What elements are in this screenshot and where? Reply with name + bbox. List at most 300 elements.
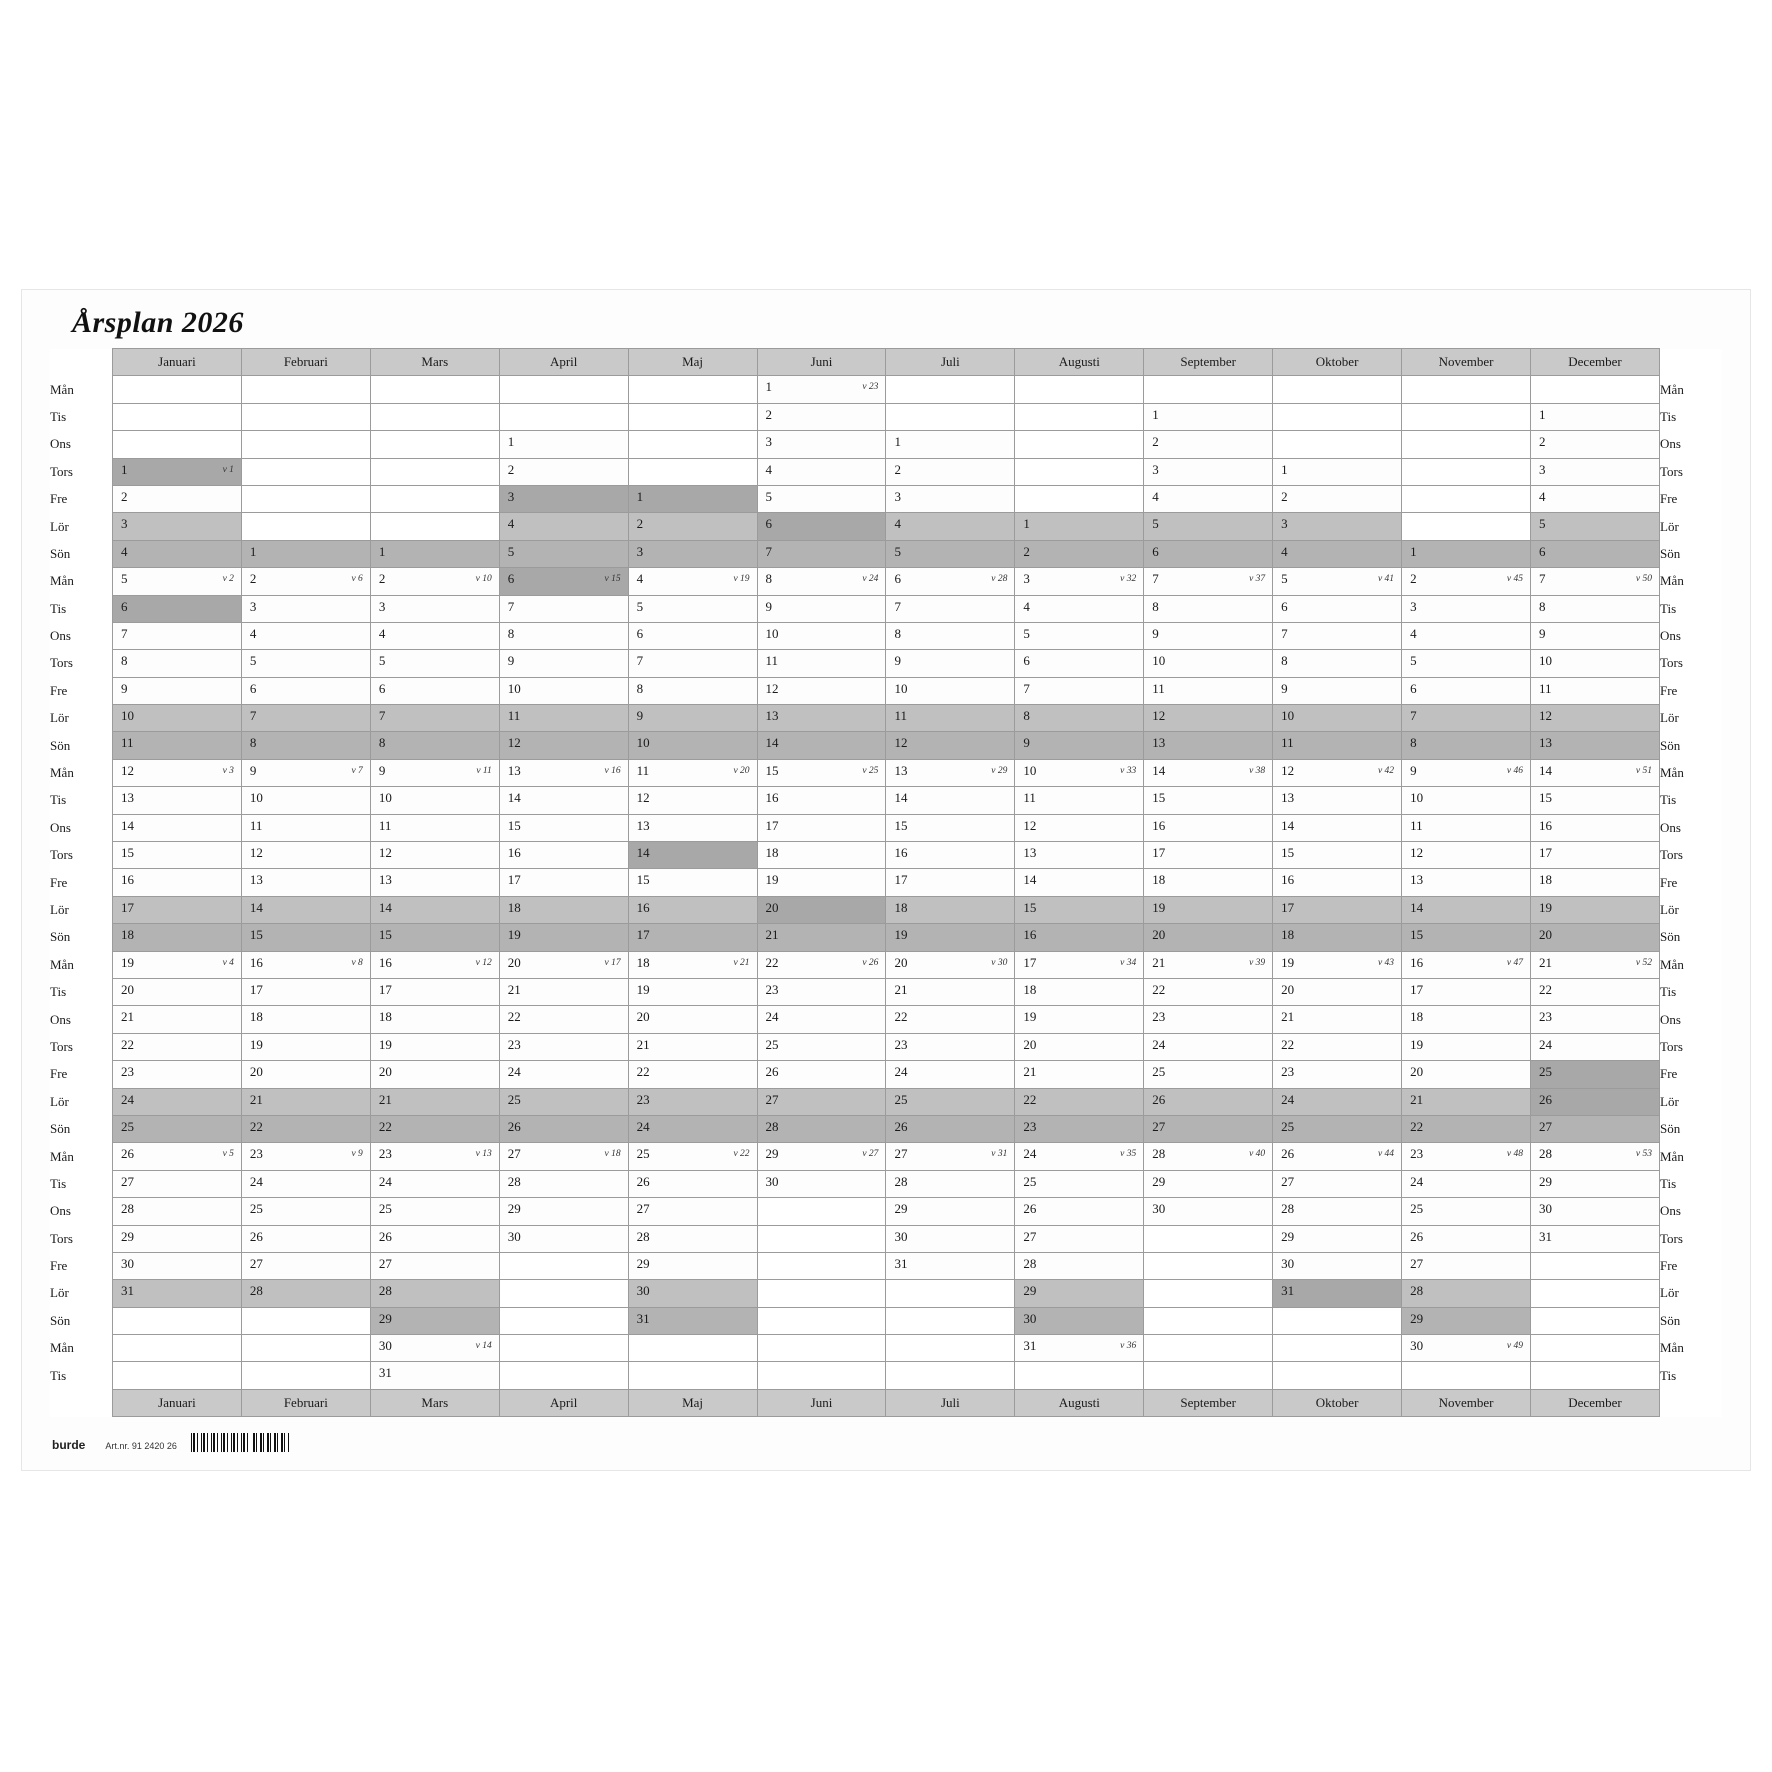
day-cell[interactable]: [1402, 540, 1531, 567]
day-cell-empty[interactable]: [1144, 1362, 1273, 1389]
day-cell[interactable]: [113, 1280, 242, 1307]
day-cell[interactable]: [628, 951, 757, 978]
day-cell[interactable]: [499, 650, 628, 677]
day-cell[interactable]: [757, 1170, 886, 1197]
day-cell[interactable]: [1530, 1143, 1659, 1170]
day-cell[interactable]: [1402, 677, 1531, 704]
day-cell[interactable]: [628, 595, 757, 622]
day-cell-empty[interactable]: [241, 431, 370, 458]
day-cell[interactable]: [1530, 595, 1659, 622]
day-cell[interactable]: [628, 677, 757, 704]
day-cell[interactable]: [1530, 1198, 1659, 1225]
day-cell[interactable]: [1144, 622, 1273, 649]
day-cell-empty[interactable]: [1530, 1252, 1659, 1279]
day-cell[interactable]: [370, 1006, 499, 1033]
day-cell[interactable]: [886, 1006, 1015, 1033]
day-cell[interactable]: [1015, 540, 1144, 567]
day-cell-empty[interactable]: [886, 1280, 1015, 1307]
day-cell[interactable]: [241, 540, 370, 567]
day-cell[interactable]: [1144, 568, 1273, 595]
day-cell[interactable]: [1273, 1006, 1402, 1033]
day-cell[interactable]: [1402, 595, 1531, 622]
day-cell[interactable]: [1273, 595, 1402, 622]
day-cell[interactable]: [1144, 1061, 1273, 1088]
day-cell-empty[interactable]: [757, 1335, 886, 1362]
day-cell[interactable]: [1144, 1198, 1273, 1225]
day-cell[interactable]: [1402, 1006, 1531, 1033]
day-cell[interactable]: [628, 1280, 757, 1307]
day-cell-empty[interactable]: [1402, 1362, 1531, 1389]
day-cell[interactable]: [1273, 705, 1402, 732]
day-cell[interactable]: [499, 842, 628, 869]
day-cell[interactable]: [1273, 787, 1402, 814]
day-cell[interactable]: [370, 787, 499, 814]
day-cell[interactable]: [886, 732, 1015, 759]
day-cell[interactable]: [886, 650, 1015, 677]
day-cell[interactable]: [499, 568, 628, 595]
day-cell[interactable]: [241, 951, 370, 978]
day-cell[interactable]: [1015, 650, 1144, 677]
day-cell[interactable]: [1015, 1061, 1144, 1088]
day-cell[interactable]: [241, 814, 370, 841]
day-cell[interactable]: [886, 1115, 1015, 1142]
day-cell[interactable]: [1273, 1280, 1402, 1307]
day-cell-empty[interactable]: [1402, 376, 1531, 403]
day-cell[interactable]: [1273, 622, 1402, 649]
day-cell-empty[interactable]: [1015, 403, 1144, 430]
day-cell[interactable]: [1530, 622, 1659, 649]
day-cell[interactable]: [1530, 677, 1659, 704]
day-cell[interactable]: [370, 1252, 499, 1279]
day-cell[interactable]: [1273, 869, 1402, 896]
day-cell[interactable]: [113, 732, 242, 759]
day-cell[interactable]: [1273, 513, 1402, 540]
day-cell[interactable]: [1530, 842, 1659, 869]
day-cell[interactable]: [1402, 951, 1531, 978]
day-cell[interactable]: [757, 568, 886, 595]
day-cell[interactable]: [757, 759, 886, 786]
day-cell-empty[interactable]: [241, 1335, 370, 1362]
day-cell-empty[interactable]: [757, 1280, 886, 1307]
day-cell-empty[interactable]: [757, 1362, 886, 1389]
day-cell[interactable]: [370, 842, 499, 869]
day-cell[interactable]: [757, 595, 886, 622]
day-cell[interactable]: [1015, 1225, 1144, 1252]
day-cell-empty[interactable]: [1144, 1225, 1273, 1252]
day-cell[interactable]: [1273, 485, 1402, 512]
day-cell[interactable]: [886, 458, 1015, 485]
day-cell[interactable]: [757, 1061, 886, 1088]
day-cell[interactable]: [757, 1088, 886, 1115]
day-cell[interactable]: [886, 485, 1015, 512]
day-cell-empty[interactable]: [1144, 1335, 1273, 1362]
day-cell[interactable]: [757, 787, 886, 814]
day-cell[interactable]: [241, 1252, 370, 1279]
day-cell[interactable]: [1402, 1280, 1531, 1307]
day-cell[interactable]: [1402, 896, 1531, 923]
day-cell[interactable]: [241, 978, 370, 1005]
day-cell[interactable]: [241, 759, 370, 786]
day-cell[interactable]: [499, 1143, 628, 1170]
day-cell[interactable]: [1144, 951, 1273, 978]
day-cell[interactable]: [886, 978, 1015, 1005]
day-cell-empty[interactable]: [757, 1225, 886, 1252]
day-cell-empty[interactable]: [1144, 1307, 1273, 1334]
day-cell[interactable]: [628, 842, 757, 869]
day-cell-empty[interactable]: [1402, 513, 1531, 540]
day-cell[interactable]: [370, 622, 499, 649]
day-cell[interactable]: [113, 1225, 242, 1252]
day-cell[interactable]: [1530, 705, 1659, 732]
day-cell[interactable]: [628, 650, 757, 677]
day-cell[interactable]: [370, 1061, 499, 1088]
day-cell[interactable]: [499, 814, 628, 841]
day-cell[interactable]: [1402, 869, 1531, 896]
day-cell[interactable]: [1530, 485, 1659, 512]
day-cell-empty[interactable]: [370, 431, 499, 458]
day-cell[interactable]: [1015, 1170, 1144, 1197]
day-cell[interactable]: [1015, 1280, 1144, 1307]
day-cell[interactable]: [370, 650, 499, 677]
day-cell[interactable]: [886, 1225, 1015, 1252]
day-cell[interactable]: [113, 568, 242, 595]
day-cell[interactable]: [757, 677, 886, 704]
day-cell[interactable]: [370, 869, 499, 896]
day-cell[interactable]: [113, 485, 242, 512]
day-cell[interactable]: [241, 1225, 370, 1252]
day-cell[interactable]: [757, 842, 886, 869]
day-cell[interactable]: [1144, 1006, 1273, 1033]
day-cell-empty[interactable]: [241, 485, 370, 512]
day-cell[interactable]: [1273, 1143, 1402, 1170]
day-cell[interactable]: [1530, 978, 1659, 1005]
day-cell[interactable]: [1402, 814, 1531, 841]
day-cell[interactable]: [1144, 650, 1273, 677]
day-cell[interactable]: [499, 1033, 628, 1060]
day-cell-empty[interactable]: [241, 458, 370, 485]
day-cell[interactable]: [628, 1143, 757, 1170]
day-cell[interactable]: [370, 705, 499, 732]
day-cell[interactable]: [1015, 759, 1144, 786]
day-cell[interactable]: [1144, 540, 1273, 567]
day-cell[interactable]: [757, 458, 886, 485]
day-cell[interactable]: [1273, 924, 1402, 951]
day-cell-empty[interactable]: [241, 1362, 370, 1389]
day-cell[interactable]: [113, 869, 242, 896]
day-cell[interactable]: [499, 1115, 628, 1142]
day-cell[interactable]: [241, 924, 370, 951]
day-cell[interactable]: [1402, 1225, 1531, 1252]
day-cell-empty[interactable]: [886, 403, 1015, 430]
day-cell[interactable]: [1015, 951, 1144, 978]
day-cell[interactable]: [241, 1088, 370, 1115]
day-cell[interactable]: [757, 924, 886, 951]
day-cell[interactable]: [499, 1088, 628, 1115]
day-cell[interactable]: [1402, 1252, 1531, 1279]
day-cell[interactable]: [499, 1198, 628, 1225]
day-cell[interactable]: [499, 1170, 628, 1197]
day-cell-empty[interactable]: [1015, 431, 1144, 458]
day-cell[interactable]: [113, 896, 242, 923]
day-cell-empty[interactable]: [1273, 1362, 1402, 1389]
day-cell[interactable]: [241, 622, 370, 649]
day-cell[interactable]: [628, 485, 757, 512]
day-cell[interactable]: [1144, 814, 1273, 841]
day-cell-empty[interactable]: [499, 376, 628, 403]
day-cell[interactable]: [1015, 869, 1144, 896]
day-cell[interactable]: [1144, 513, 1273, 540]
day-cell-empty[interactable]: [1530, 1280, 1659, 1307]
day-cell-empty[interactable]: [757, 1198, 886, 1225]
day-cell[interactable]: [628, 732, 757, 759]
day-cell-empty[interactable]: [757, 1307, 886, 1334]
day-cell[interactable]: [1402, 759, 1531, 786]
day-cell-empty[interactable]: [370, 485, 499, 512]
day-cell[interactable]: [1402, 1061, 1531, 1088]
day-cell[interactable]: [886, 677, 1015, 704]
day-cell[interactable]: [628, 1307, 757, 1334]
day-cell[interactable]: [1015, 1143, 1144, 1170]
day-cell-empty[interactable]: [499, 1362, 628, 1389]
day-cell[interactable]: [499, 458, 628, 485]
day-cell[interactable]: [1530, 540, 1659, 567]
day-cell[interactable]: [113, 1061, 242, 1088]
day-cell[interactable]: [499, 622, 628, 649]
day-cell[interactable]: [1530, 759, 1659, 786]
day-cell[interactable]: [1530, 1033, 1659, 1060]
day-cell-empty[interactable]: [886, 376, 1015, 403]
day-cell[interactable]: [499, 540, 628, 567]
day-cell[interactable]: [113, 513, 242, 540]
day-cell[interactable]: [1530, 896, 1659, 923]
day-cell[interactable]: [886, 1088, 1015, 1115]
day-cell[interactable]: [113, 650, 242, 677]
day-cell[interactable]: [1273, 1225, 1402, 1252]
day-cell-empty[interactable]: [886, 1307, 1015, 1334]
day-cell[interactable]: [1144, 978, 1273, 1005]
day-cell[interactable]: [886, 1252, 1015, 1279]
day-cell[interactable]: [1530, 951, 1659, 978]
day-cell[interactable]: [370, 1280, 499, 1307]
day-cell[interactable]: [499, 787, 628, 814]
day-cell[interactable]: [241, 1280, 370, 1307]
day-cell[interactable]: [757, 431, 886, 458]
day-cell[interactable]: [628, 869, 757, 896]
day-cell[interactable]: [241, 1170, 370, 1197]
day-cell[interactable]: [886, 842, 1015, 869]
day-cell[interactable]: [628, 1252, 757, 1279]
day-cell[interactable]: [628, 1088, 757, 1115]
day-cell[interactable]: [628, 1006, 757, 1033]
day-cell-empty[interactable]: [113, 431, 242, 458]
day-cell[interactable]: [113, 540, 242, 567]
day-cell-empty[interactable]: [113, 1362, 242, 1389]
day-cell[interactable]: [628, 924, 757, 951]
day-cell[interactable]: [1273, 842, 1402, 869]
day-cell[interactable]: [1144, 924, 1273, 951]
day-cell[interactable]: [628, 814, 757, 841]
day-cell-empty[interactable]: [370, 376, 499, 403]
day-cell[interactable]: [628, 513, 757, 540]
day-cell[interactable]: [241, 1198, 370, 1225]
day-cell[interactable]: [113, 1088, 242, 1115]
day-cell[interactable]: [1530, 431, 1659, 458]
day-cell[interactable]: [499, 1225, 628, 1252]
day-cell[interactable]: [1015, 677, 1144, 704]
day-cell[interactable]: [370, 896, 499, 923]
day-cell[interactable]: [628, 705, 757, 732]
day-cell[interactable]: [1015, 568, 1144, 595]
day-cell-empty[interactable]: [1273, 403, 1402, 430]
day-cell[interactable]: [241, 896, 370, 923]
day-cell[interactable]: [241, 568, 370, 595]
day-cell[interactable]: [1273, 814, 1402, 841]
day-cell[interactable]: [1530, 1006, 1659, 1033]
day-cell[interactable]: [1015, 814, 1144, 841]
day-cell[interactable]: [1015, 1088, 1144, 1115]
day-cell[interactable]: [886, 622, 1015, 649]
day-cell[interactable]: [499, 705, 628, 732]
day-cell[interactable]: [757, 732, 886, 759]
day-cell-empty[interactable]: [1402, 403, 1531, 430]
day-cell[interactable]: [241, 1006, 370, 1033]
day-cell[interactable]: [1144, 1115, 1273, 1142]
day-cell[interactable]: [1273, 650, 1402, 677]
day-cell[interactable]: [1144, 458, 1273, 485]
day-cell[interactable]: [499, 759, 628, 786]
day-cell[interactable]: [1530, 568, 1659, 595]
day-cell[interactable]: [499, 951, 628, 978]
day-cell-empty[interactable]: [499, 403, 628, 430]
day-cell[interactable]: [113, 705, 242, 732]
day-cell[interactable]: [1144, 677, 1273, 704]
day-cell[interactable]: [757, 705, 886, 732]
day-cell[interactable]: [628, 622, 757, 649]
day-cell-empty[interactable]: [113, 403, 242, 430]
day-cell[interactable]: [886, 787, 1015, 814]
day-cell[interactable]: [1015, 732, 1144, 759]
day-cell[interactable]: [1402, 1335, 1531, 1362]
day-cell-empty[interactable]: [370, 403, 499, 430]
day-cell[interactable]: [113, 1198, 242, 1225]
day-cell[interactable]: [370, 951, 499, 978]
day-cell[interactable]: [1402, 622, 1531, 649]
day-cell[interactable]: [241, 595, 370, 622]
day-cell-empty[interactable]: [1273, 431, 1402, 458]
day-cell[interactable]: [628, 1198, 757, 1225]
day-cell[interactable]: [886, 1198, 1015, 1225]
day-cell-empty[interactable]: [1144, 1252, 1273, 1279]
day-cell[interactable]: [113, 1252, 242, 1279]
day-cell[interactable]: [1530, 1170, 1659, 1197]
day-cell[interactable]: [757, 1006, 886, 1033]
day-cell-empty[interactable]: [1530, 376, 1659, 403]
day-cell-empty[interactable]: [113, 376, 242, 403]
day-cell[interactable]: [499, 1006, 628, 1033]
day-cell[interactable]: [1273, 568, 1402, 595]
day-cell-empty[interactable]: [628, 1335, 757, 1362]
day-cell-empty[interactable]: [499, 1307, 628, 1334]
day-cell[interactable]: [1015, 1335, 1144, 1362]
day-cell[interactable]: [1144, 1033, 1273, 1060]
day-cell[interactable]: [1144, 896, 1273, 923]
day-cell[interactable]: [370, 1170, 499, 1197]
day-cell[interactable]: [370, 814, 499, 841]
day-cell[interactable]: [113, 1006, 242, 1033]
day-cell[interactable]: [499, 485, 628, 512]
day-cell-empty[interactable]: [499, 1252, 628, 1279]
day-cell[interactable]: [1530, 403, 1659, 430]
day-cell-empty[interactable]: [241, 513, 370, 540]
day-cell[interactable]: [1530, 513, 1659, 540]
day-cell-empty[interactable]: [1273, 376, 1402, 403]
day-cell[interactable]: [1015, 896, 1144, 923]
day-cell[interactable]: [1144, 595, 1273, 622]
day-cell[interactable]: [628, 787, 757, 814]
day-cell[interactable]: [499, 431, 628, 458]
day-cell[interactable]: [886, 759, 1015, 786]
day-cell[interactable]: [886, 814, 1015, 841]
day-cell[interactable]: [370, 1307, 499, 1334]
day-cell-empty[interactable]: [886, 1362, 1015, 1389]
day-cell-empty[interactable]: [370, 458, 499, 485]
day-cell[interactable]: [113, 759, 242, 786]
day-cell[interactable]: [1402, 1088, 1531, 1115]
day-cell[interactable]: [1015, 1115, 1144, 1142]
day-cell[interactable]: [1530, 924, 1659, 951]
day-cell[interactable]: [1530, 732, 1659, 759]
day-cell[interactable]: [1144, 1170, 1273, 1197]
day-cell[interactable]: [886, 595, 1015, 622]
day-cell[interactable]: [1273, 540, 1402, 567]
day-cell[interactable]: [1015, 787, 1144, 814]
day-cell[interactable]: [1273, 951, 1402, 978]
day-cell[interactable]: [241, 842, 370, 869]
day-cell[interactable]: [1402, 650, 1531, 677]
day-cell[interactable]: [886, 869, 1015, 896]
day-cell[interactable]: [1273, 732, 1402, 759]
day-cell[interactable]: [241, 869, 370, 896]
day-cell[interactable]: [886, 705, 1015, 732]
day-cell[interactable]: [370, 1225, 499, 1252]
day-cell[interactable]: [757, 869, 886, 896]
day-cell[interactable]: [886, 568, 1015, 595]
day-cell[interactable]: [499, 924, 628, 951]
day-cell-empty[interactable]: [1402, 485, 1531, 512]
day-cell[interactable]: [1015, 705, 1144, 732]
day-cell[interactable]: [1402, 978, 1531, 1005]
day-cell[interactable]: [1015, 1307, 1144, 1334]
day-cell[interactable]: [1530, 814, 1659, 841]
day-cell[interactable]: [370, 759, 499, 786]
day-cell[interactable]: [628, 1115, 757, 1142]
day-cell[interactable]: [1402, 1033, 1531, 1060]
day-cell[interactable]: [628, 978, 757, 1005]
day-cell[interactable]: [241, 1033, 370, 1060]
day-cell[interactable]: [628, 1225, 757, 1252]
day-cell[interactable]: [241, 1115, 370, 1142]
day-cell[interactable]: [113, 458, 242, 485]
day-cell[interactable]: [499, 896, 628, 923]
day-cell[interactable]: [1273, 1115, 1402, 1142]
day-cell-empty[interactable]: [1273, 1335, 1402, 1362]
day-cell[interactable]: [370, 1088, 499, 1115]
day-cell[interactable]: [1273, 1088, 1402, 1115]
day-cell[interactable]: [1273, 677, 1402, 704]
day-cell[interactable]: [370, 978, 499, 1005]
day-cell-empty[interactable]: [370, 513, 499, 540]
day-cell[interactable]: [886, 540, 1015, 567]
